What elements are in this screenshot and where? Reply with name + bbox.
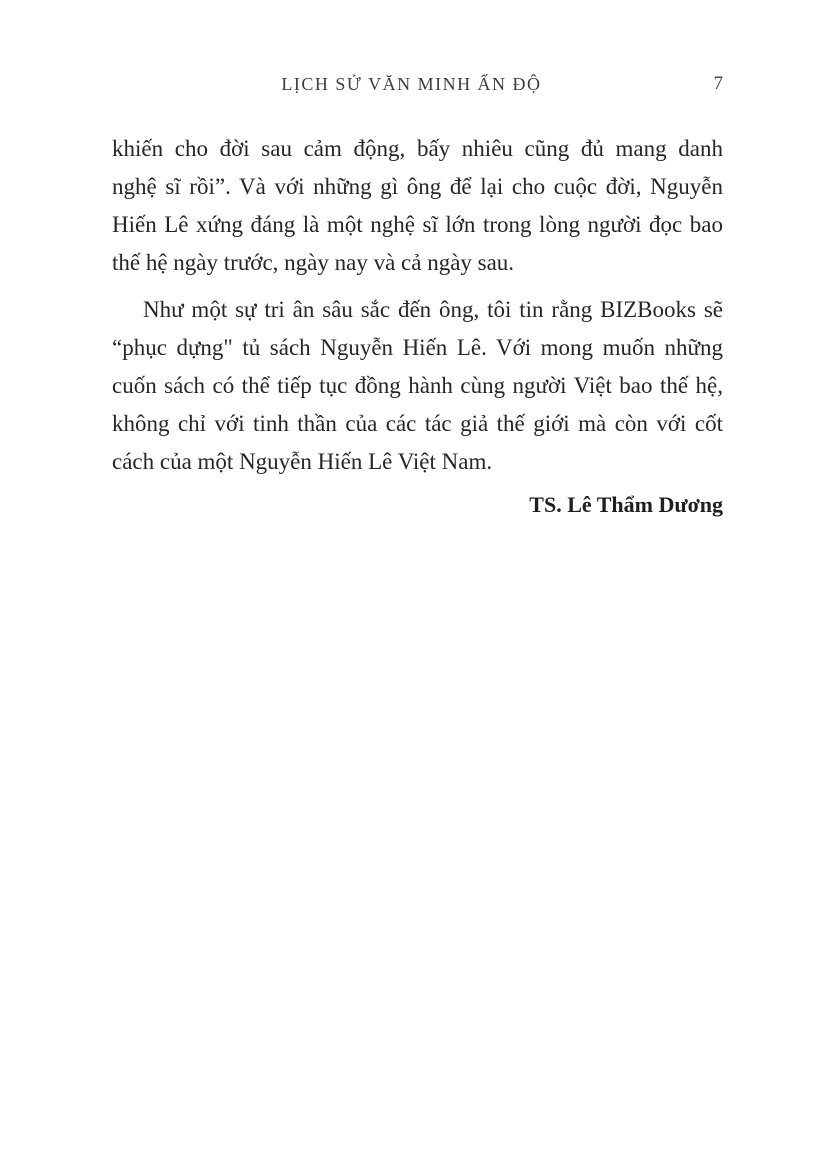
body-text-block: [112, 130, 723, 523]
page-number: 7: [713, 73, 723, 94]
text-line: Hiến Lê xứng đáng là một nghệ sĩ lớn trong lòng người đọc bao: [112, 212, 723, 237]
paragraph: [112, 130, 723, 282]
author-signature: TS. Lê Thẩm Dương: [529, 492, 723, 517]
text-line: thế hệ ngày trước, ngày nay và cả ngày sau.: [112, 250, 515, 275]
text-line: Như một sự tri ân sâu sắc đến ông, tôi tin rằng BIZBooks sẽ: [143, 297, 723, 322]
text-line: không chỉ với tinh thần của các tác giả thế giới mà còn với cốt: [112, 411, 723, 436]
paragraph: [112, 291, 723, 481]
page-header: [100, 70, 723, 98]
text-line: nghệ sĩ rồi”. Và với những gì ông để lại cho cuộc đời, Nguyễn: [112, 174, 723, 199]
paragraphs-container: [112, 130, 723, 481]
text-line: khiến cho đời sau cảm động, bấy nhiêu cũng đủ mang danh: [112, 136, 723, 161]
text-line: cách của một Nguyễn Hiến Lê Việt Nam.: [112, 449, 493, 474]
text-line: cuốn sách có thể tiếp tục đồng hành cùng người Việt bao thế hệ,: [112, 373, 723, 398]
text-line: “phục dựng" tủ sách Nguyễn Hiến Lê. Với mong muốn những: [112, 335, 723, 360]
running-head-title: LỊCH SỬ VĂN MINH ẤN ĐỘ: [281, 74, 542, 94]
